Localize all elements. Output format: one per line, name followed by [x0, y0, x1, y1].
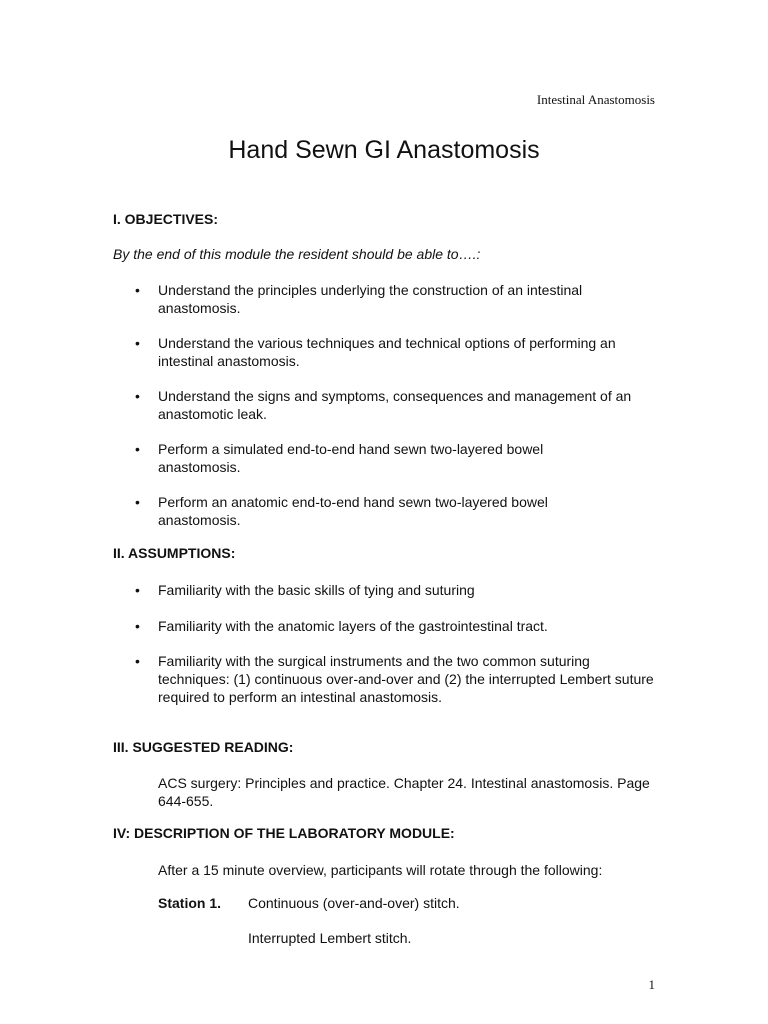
list-item: • Familiarity with the anatomic layers of the gastrointestinal tract. — [135, 618, 548, 634]
bullet-icon: • — [135, 653, 140, 669]
running-header: Intestinal Anastomosis — [536, 92, 655, 107]
bullet-icon: • — [135, 335, 140, 351]
page-number: 1 — [648, 977, 655, 992]
list-item: • Perform an anatomic end-to-end hand sewn two-layered bowel anastomosis. — [135, 494, 548, 528]
bullet-icon: • — [135, 494, 140, 510]
assumptions-heading: II. ASSUMPTIONS: — [113, 545, 236, 561]
station-label: Station 1. — [158, 895, 222, 911]
bullet-icon: • — [135, 618, 140, 634]
list-item: • Understand the signs and symptoms, consequences and management of an anastomotic leak. — [135, 388, 632, 422]
list-item: • Familiarity with the basic skills of tying and suturing — [135, 582, 475, 598]
list-item: • Perform a simulated end-to-end hand sewn two-layered bowel anastomosis. — [135, 441, 544, 475]
bullet-icon: • — [135, 388, 140, 404]
list-item: • Understand the various techniques and technical options of performing an intestinal anastomosis. — [135, 335, 616, 369]
station-line: Interrupted Lembert stitch. — [248, 930, 412, 946]
bullet-icon: • — [135, 582, 140, 598]
reading-heading: III. SUGGESTED READING: — [113, 739, 294, 755]
station-line: Continuous (over-and-over) stitch. — [248, 895, 460, 911]
objectives-intro: By the end of this module the resident should be able to….: — [113, 246, 481, 262]
reading-citation: ACS surgery: Principles and practice. Chapter 24. Intestinal anastomosis. Page 644-655. — [158, 775, 650, 809]
list-item: • Understand the principles underlying the construction of an intestinal anastomosis. — [135, 282, 583, 316]
bullet-icon: • — [135, 441, 140, 457]
objectives-heading: I. OBJECTIVES: — [113, 211, 219, 227]
lab-module-heading: IV: DESCRIPTION OF THE LABORATORY MODULE: — [113, 825, 455, 841]
lab-module-intro: After a 15 minute overview, participants will rotate through the following: — [158, 862, 603, 878]
document-title: Hand Sewn GI Anastomosis — [228, 136, 540, 164]
list-item: • Familiarity with the surgical instruments and the two common suturing techniques: (1) continuous over-and-over and (2) the interrupted Lembert suture required to perform an intestinal anastomosis. — [135, 653, 654, 705]
bullet-icon: • — [135, 282, 140, 298]
